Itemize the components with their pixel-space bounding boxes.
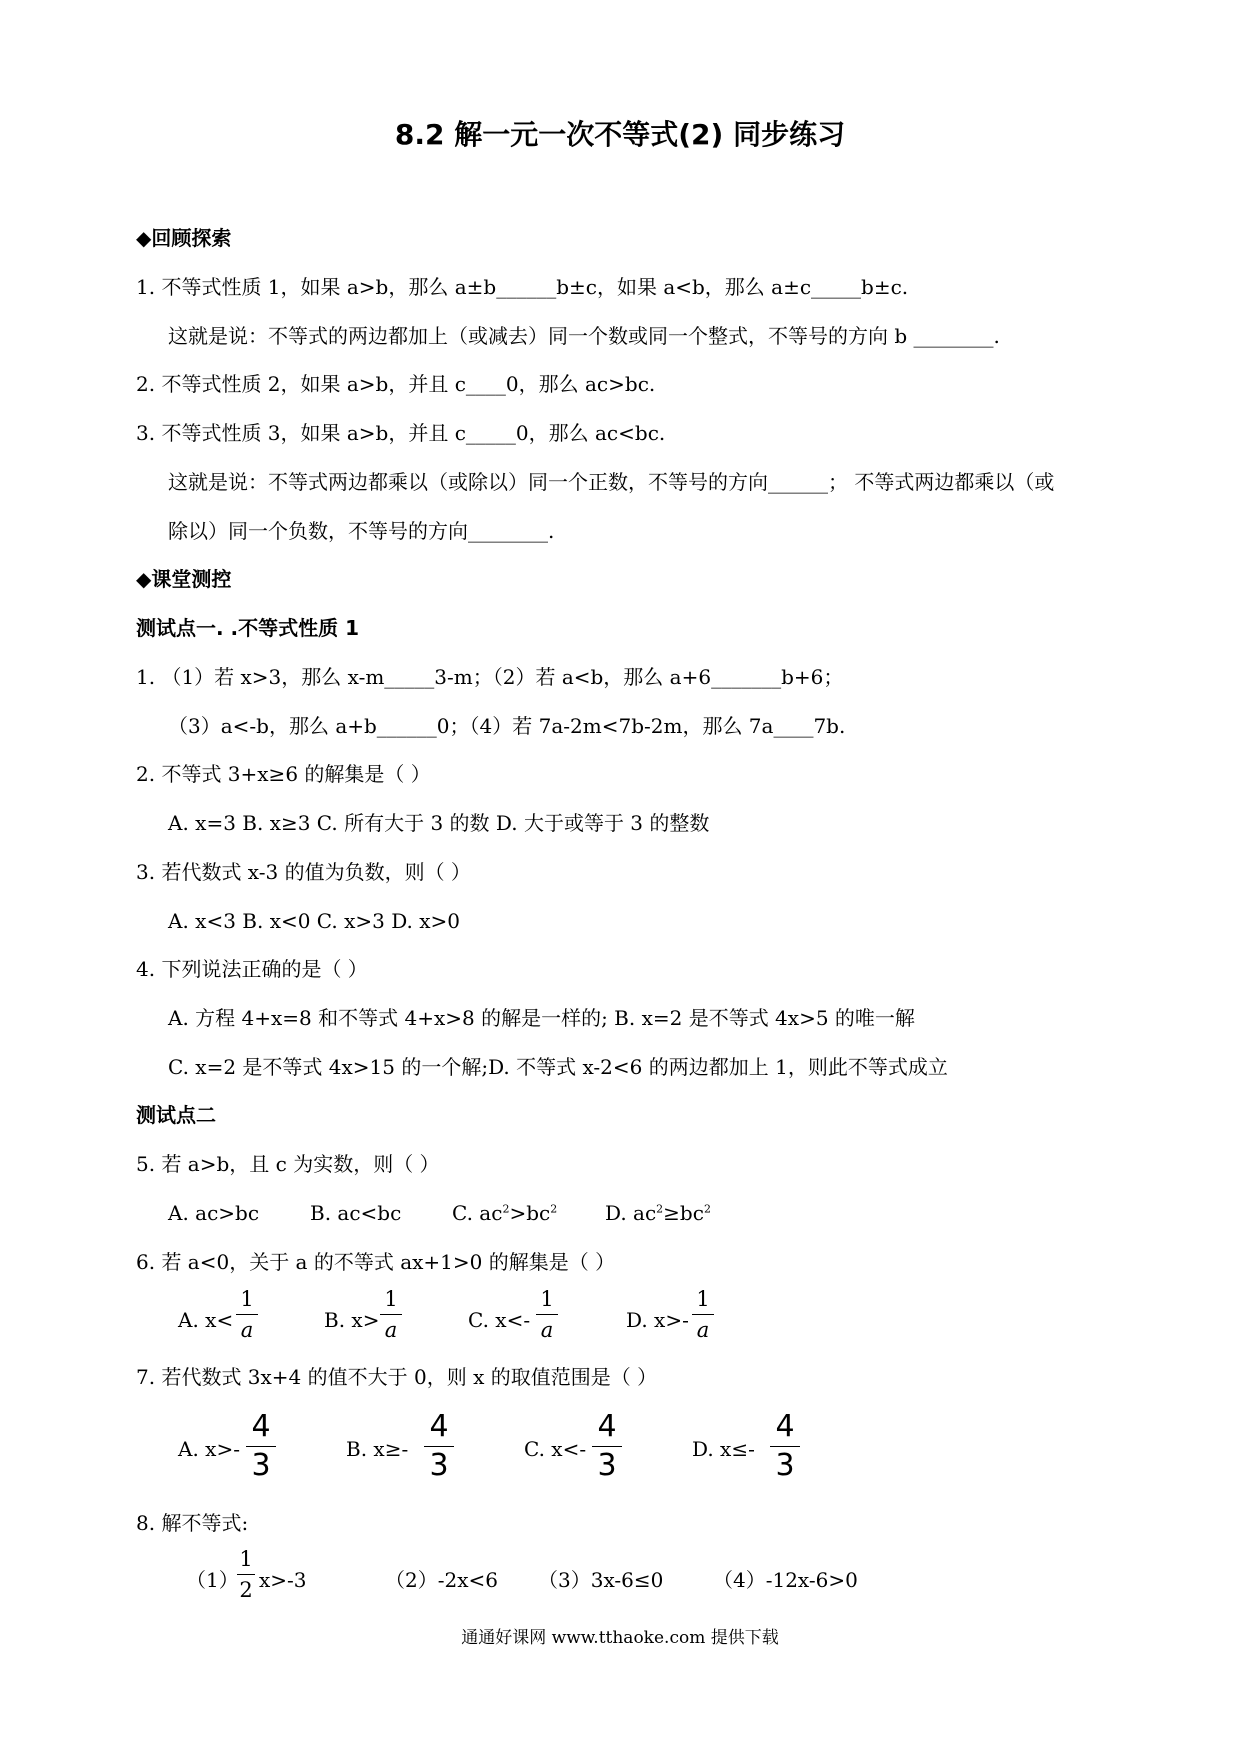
- question-7-option-d-label: D. x≤-: [692, 1437, 755, 1461]
- question-7-option-c-label: C. x<-: [524, 1437, 587, 1461]
- question-5-stem: 5. 若 a>b，且 c 为实数，则（ ）: [136, 1152, 440, 1176]
- question-6-option-d-label: D. x>-: [626, 1308, 689, 1332]
- question-5-option-b: B. ac<bc: [310, 1201, 402, 1225]
- question-6-option-b-label: B. x>: [324, 1308, 380, 1332]
- question-4-options-cd: C. x=2 是不等式 4x>15 的一个解;D. 不等式 x-2<6 的两边都加上 1，则此不等式成立: [168, 1055, 948, 1079]
- section-heading-class-test: ◆课堂测控: [136, 567, 232, 591]
- question-6-option-d-fraction: 1 a: [692, 1288, 714, 1341]
- question-6-option-a-fraction: 1 a: [236, 1288, 258, 1341]
- question-6-option-c-label: C. x<-: [468, 1308, 531, 1332]
- question-6-option-c-fraction: 1 a: [536, 1288, 558, 1341]
- question-7-option-a-fraction: 4 3: [246, 1412, 276, 1481]
- question-1-line2: （3）a<-b，那么 a+b______0；（4）若 7a-2m<7b-2m，那么 7a____7b.: [168, 714, 846, 738]
- review-question-3-note-line1: 这就是说：不等式两边都乘以（或除以）同一个正数，不等号的方向______； 不等式两边都乘以（或: [168, 470, 1055, 494]
- question-7-option-b-fraction: 4 3: [424, 1412, 454, 1481]
- question-8-part-3: （3）3x-6≤0: [538, 1568, 664, 1592]
- page-title: 8.2 解一元一次不等式(2) 同步练习: [394, 118, 846, 151]
- review-question-3: 3. 不等式性质 3，如果 a>b，并且 c_____0，那么 ac<bc.: [136, 421, 666, 445]
- question-8-stem: 8. 解不等式:: [136, 1511, 249, 1535]
- section-heading-point1: 测试点一. .不等式性质 1: [136, 616, 360, 640]
- question-6-option-b-fraction: 1 a: [380, 1288, 402, 1341]
- question-8-part-1-fraction: 1 2: [237, 1548, 255, 1601]
- question-4-stem: 4. 下列说法正确的是（ ）: [136, 957, 368, 981]
- question-8-part-2: （2）-2x<6: [385, 1568, 498, 1592]
- review-question-1-note: 这就是说：不等式的两边都加上（或减去）同一个数或同一个整式，不等号的方向 b ________.: [168, 324, 1000, 348]
- question-7-option-b-label: B. x≥-: [346, 1437, 409, 1461]
- page-footer: 通通好课网 www.tthaoke.com 提供下载: [461, 1628, 779, 1648]
- question-8-part-4: （4）-12x-6>0: [713, 1568, 858, 1592]
- question-5-option-d: D. $ac^2\ge bc^2$: [605, 1201, 711, 1225]
- question-1-line1: 1. （1）若 x>3，那么 x-m_____3-m；（2）若 a<b，那么 a+6_______b+6；: [136, 665, 844, 689]
- question-3-stem: 3. 若代数式 x-3 的值为负数，则（ ）: [136, 860, 471, 884]
- question-8-part-1-rest: x>-3: [259, 1568, 307, 1592]
- question-2-stem: 2. 不等式 3+x≥6 的解集是（ ）: [136, 762, 431, 786]
- question-7-stem: 7. 若代数式 3x+4 的值不大于 0，则 x 的取值范围是（ ）: [136, 1365, 658, 1389]
- section-heading-point2: 测试点二: [136, 1103, 216, 1127]
- question-6-stem: 6. 若 a<0，关于 a 的不等式 ax+1>0 的解集是（ ）: [136, 1250, 616, 1274]
- section-heading-review: ◆回顾探索: [136, 226, 232, 250]
- question-3-options: A. x<3 B. x<0 C. x>3 D. x>0: [168, 909, 461, 933]
- review-question-2: 2. 不等式性质 2，如果 a>b，并且 c____0，那么 ac>bc.: [136, 372, 656, 396]
- question-8-part-1-label: （1）: [186, 1568, 239, 1592]
- question-5-option-a: A. ac>bc: [168, 1201, 260, 1225]
- question-2-options: A. x=3 B. x≥3 C. 所有大于 3 的数 D. 大于或等于 3 的整数: [168, 811, 710, 835]
- question-7-option-d-fraction: 4 3: [770, 1412, 800, 1481]
- review-question-1: 1. 不等式性质 1，如果 a>b，那么 a±b______b±c，如果 a<b，那么 a±c_____b±c.: [136, 275, 909, 299]
- review-question-3-note-line2: 除以）同一个负数，不等号的方向________.: [168, 519, 555, 543]
- question-6-option-a-label: A. x<: [178, 1308, 234, 1332]
- question-4-options-ab: A. 方程 4+x=8 和不等式 4+x>8 的解是一样的; B. x=2 是不等式 4x>5 的唯一解: [168, 1006, 915, 1030]
- question-7-option-c-fraction: 4 3: [592, 1412, 622, 1481]
- question-7-option-a-label: A. x>-: [178, 1437, 240, 1461]
- question-5-option-c: C. $ac^2>bc^2$: [452, 1201, 558, 1225]
